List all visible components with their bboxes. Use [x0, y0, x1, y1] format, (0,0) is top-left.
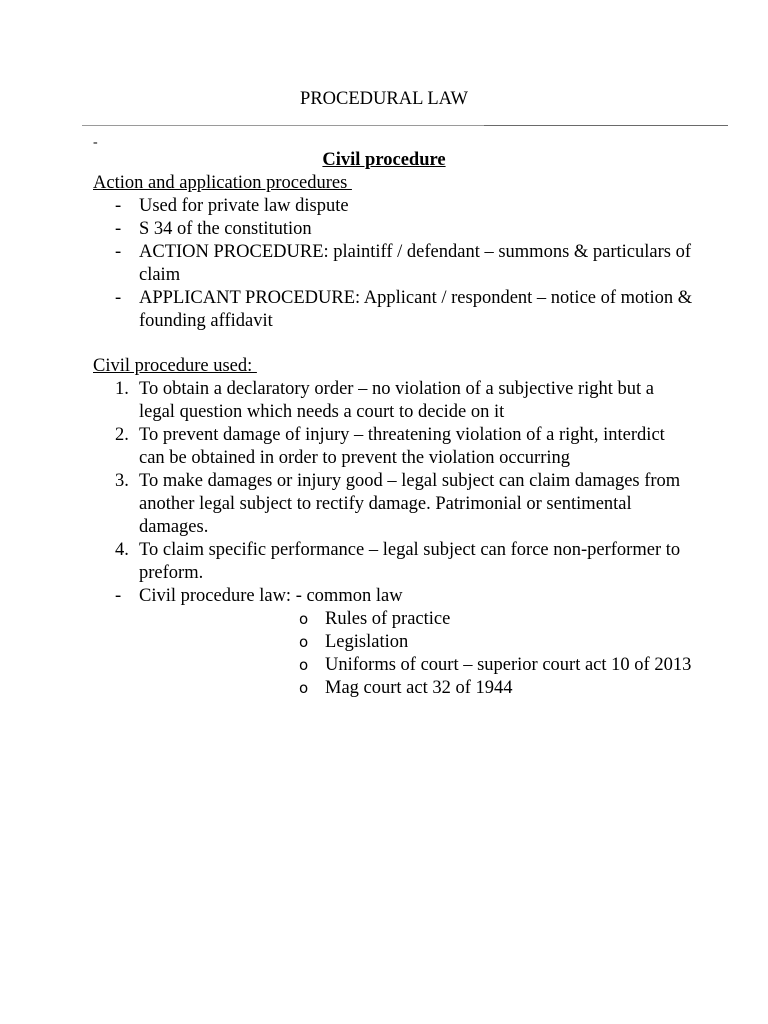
numbered-item: [93, 378, 693, 424]
sub-list-item-text: Uniforms of court – superior court act 10 of 2013: [325, 655, 692, 675]
page-header-title: PROCEDURAL LAW: [300, 89, 468, 109]
numbered-item-text: To obtain a declaratory order – no violation of a subjective right but a legal question which needs a court to decide on it: [139, 379, 655, 422]
circle-bullet: o: [299, 633, 309, 651]
numbered-item: [93, 424, 693, 470]
header-divider-segment: [484, 125, 728, 126]
list-item: [93, 218, 693, 241]
circle-bullet: o: [299, 656, 309, 674]
numbered-item-text: To prevent damage of injury – threatening violation of a right, interdict can be obtained in order to prevent the violation occurring: [139, 425, 665, 468]
numbered-item-text: To claim specific performance – legal subject can force non-performer to preform.: [139, 540, 681, 583]
list-item: [93, 287, 693, 333]
list-item: [93, 585, 693, 608]
dash-bullet: -: [115, 242, 122, 262]
sub-list-item: [93, 677, 693, 700]
sub-list-item: [93, 654, 693, 677]
circle-bullet: o: [299, 610, 309, 628]
number-marker: 1.: [115, 379, 129, 399]
list-item-text: ACTION PROCEDURE: plaintiff / defendant – summons & particulars of claim: [139, 242, 692, 285]
sub-list-item: [93, 608, 693, 631]
number-marker: 2.: [115, 425, 129, 445]
dash-bullet: -: [115, 586, 122, 606]
dash-bullet: -: [115, 219, 122, 239]
paragraph-gap: [93, 333, 693, 355]
block1-heading: Action and application procedures: [93, 173, 352, 193]
list-item: [93, 241, 693, 287]
list-item-text: Civil procedure law: - common law: [139, 586, 403, 606]
sub-list-item-text: Rules of practice: [325, 609, 451, 629]
numbered-item-text: To make damages or injury good – legal subject can claim damages from another legal subject to rectify damage. Patrimonial or sentimental damages.: [139, 471, 681, 537]
section-title: Civil procedure: [322, 150, 446, 170]
document-body: [93, 172, 693, 700]
numbered-item: [93, 470, 693, 539]
sub-list-item: [93, 631, 693, 654]
stray-dash-mark: -: [93, 135, 98, 150]
list-item: [93, 195, 693, 218]
numbered-item: [93, 539, 693, 585]
sub-list-item-text: Legislation: [325, 632, 409, 652]
dash-bullet: -: [115, 196, 122, 216]
number-marker: 4.: [115, 540, 129, 560]
dash-bullet: -: [115, 288, 122, 308]
number-marker: 3.: [115, 471, 129, 491]
block2-heading: Civil procedure used:: [93, 356, 257, 376]
list-item-text: Used for private law dispute: [139, 196, 349, 216]
list-item-text: APPLICANT PROCEDURE: Applicant / respondent – notice of motion & founding affidavit: [139, 288, 693, 331]
sub-list-item-text: Mag court act 32 of 1944: [325, 678, 513, 698]
list-item-text: S 34 of the constitution: [139, 219, 312, 239]
circle-bullet: o: [299, 679, 309, 697]
